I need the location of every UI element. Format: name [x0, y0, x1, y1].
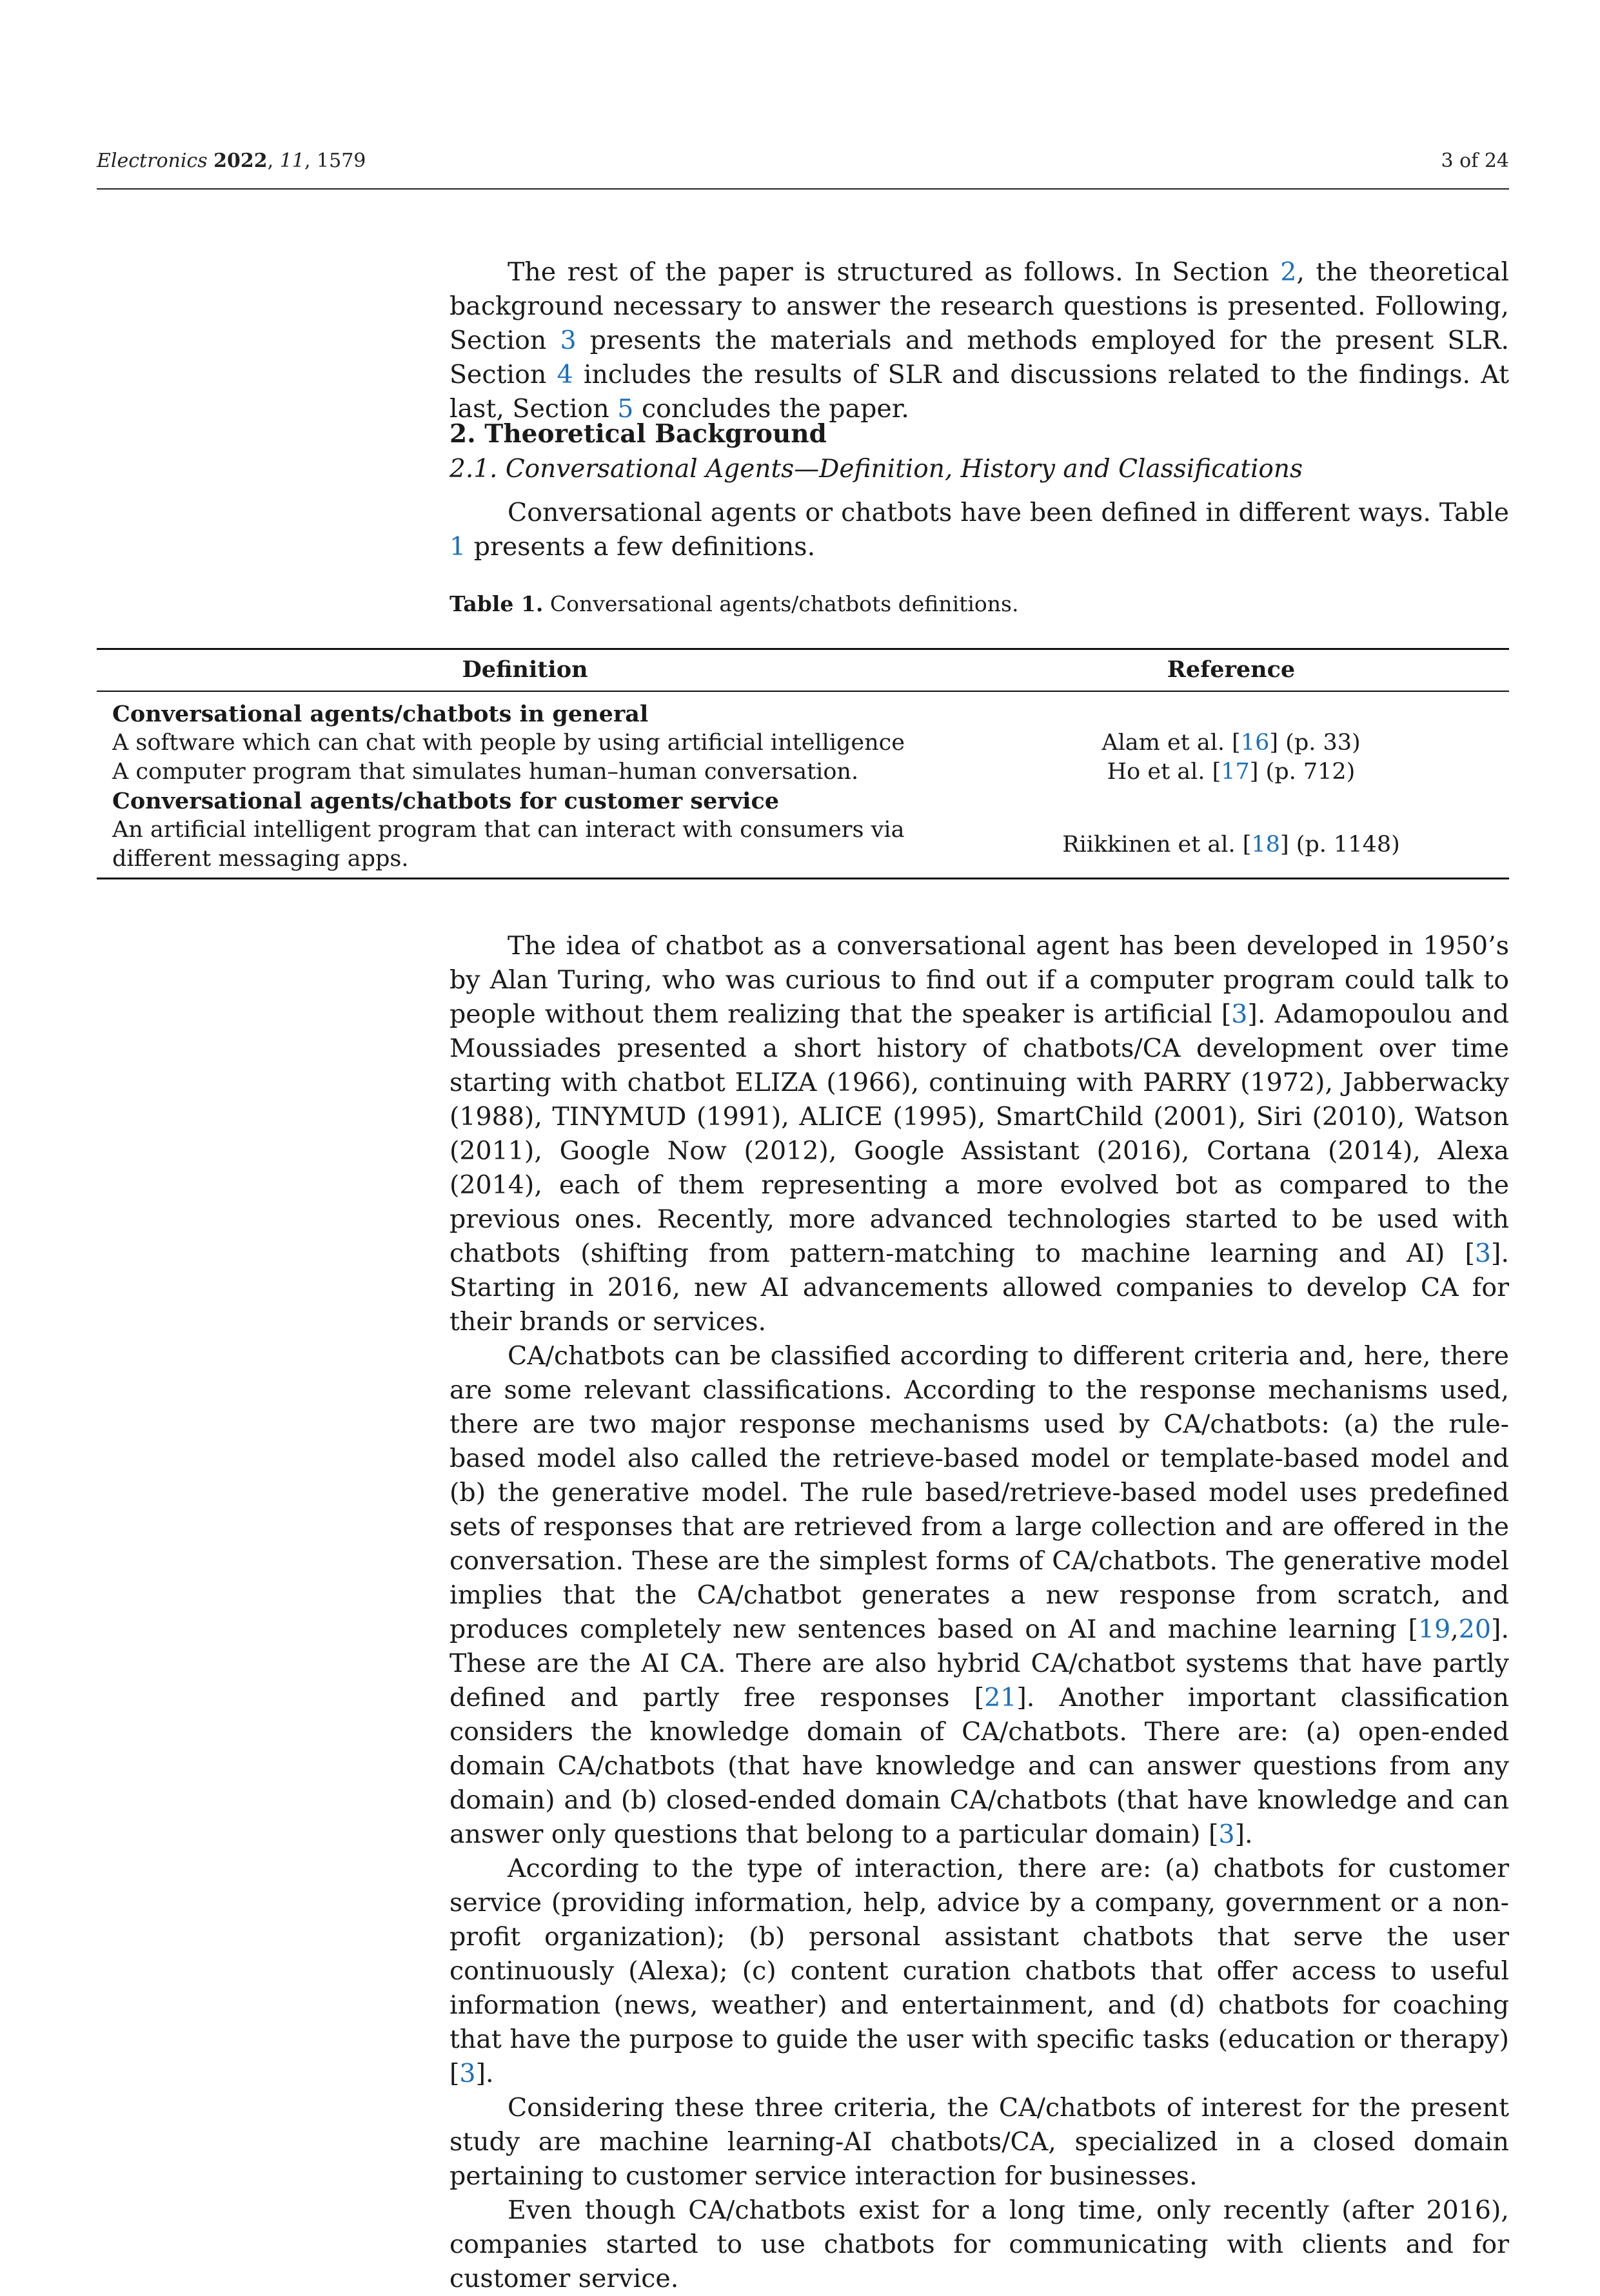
column-header-reference: Reference — [953, 649, 1509, 692]
body-text — [449, 929, 1509, 2296]
table-row — [97, 758, 1509, 787]
table-group-row — [97, 787, 1509, 816]
definitions-block — [449, 496, 1509, 564]
journal-name: Electronics — [97, 150, 208, 172]
definition-cell: A software which can chat with people by using artificial intelligence — [112, 730, 905, 756]
group-label: Conversational agents/chatbots for customer service — [112, 788, 780, 814]
citation-link[interactable]: 16 — [1240, 730, 1270, 756]
running-header — [97, 150, 1509, 172]
history-paragraph: The idea of chatbot as a conversational agent has been developed in 1950’s by Alan Turing, who was curious to find out if a computer program could talk to people without them realizing that the speaker is artificial [3]. Adamopoulou and Moussiades presented a short history of chatbots/CA development over time starting with chatbot ELIZA (1966), continuing with PARRY (1972), Jabberwacky (1988), TINYMUD (1991), ALICE (1995), SmartChild (2001), Siri (2010), Watson (2011), Google Now (2012), Google Assistant (2016), Cortana (2014), Alexa (2014), each of them representing a more evolved bot as compared to the previous ones. Recently, more advanced technologies started to be used with chatbots (shifting from pattern-matching to machine learning and AI) [3]. Starting in 2016, new AI advancements allowed companies to develop CA for their brands or services. — [449, 931, 1509, 1337]
section-3-link[interactable]: 3 — [560, 326, 577, 355]
citation-link[interactable]: 3 — [459, 2059, 476, 2088]
intro-paragraph: The rest of the paper is structured as follows. In Section 2, the theoretical background necessary to answer the research questions is presented. Following, Section 3 presents the materials and methods employed for the present SLR. Section 4 includes the results of SLR and discussions related to the findings. At last, Section 5 concludes the paper. — [449, 257, 1510, 424]
citation-link[interactable]: 3 — [1474, 1239, 1492, 1268]
interaction-paragraph: According to the type of interaction, there are: (a) chatbots for customer service (providing information, help, advice by a company, government or a non-profit organization); (b) personal assistant chatbots that serve the user continuously (Alexa); (c) content curation chatbots that offer access to useful information (news, weather) and entertainment, and (d) chatbots for coaching that have the purpose to guide the user with specific tasks (education or therapy) [3]. — [449, 1854, 1509, 2088]
definition-cell: A computer program that simulates human–human conversation. — [112, 759, 859, 785]
table-group-row — [97, 691, 1509, 729]
journal-year: 2022 — [213, 150, 268, 172]
citation-link[interactable]: 3 — [1231, 999, 1248, 1029]
citation-link[interactable]: 3 — [1218, 1820, 1235, 1849]
citation-link[interactable]: 18 — [1251, 831, 1280, 858]
citation-link[interactable]: 19 — [1417, 1614, 1451, 1644]
page-number: 3 of 24 — [1441, 150, 1509, 172]
subsection-2-1-block — [449, 455, 1509, 484]
reference-cell: Alam et al. [16] (p. 33) — [1101, 730, 1361, 756]
intro-block — [449, 255, 1509, 426]
journal-volume: 11 — [279, 150, 304, 172]
section-2-link[interactable]: 2 — [1280, 257, 1297, 287]
section-4-link[interactable]: 4 — [557, 360, 573, 389]
header-rule — [97, 188, 1509, 190]
citation-link[interactable]: 17 — [1221, 759, 1250, 785]
definition-cell: An artificial intelligent program that can interact with consumers via different messaging apps. — [97, 816, 953, 879]
reference-cell: Riikkinen et al. [18] (p. 1148) — [953, 816, 1509, 879]
table-caption-text: Conversational agents/chatbots definitions. — [543, 591, 1019, 616]
subsection-heading: 2.1. Conversational Agents—Definition, History and Classifications — [449, 455, 1303, 484]
table-1-link[interactable]: 1 — [449, 532, 466, 562]
section-5-link[interactable]: 5 — [617, 394, 634, 424]
section-heading: 2. Theoretical Background — [449, 419, 827, 449]
citation-link[interactable]: 20 — [1458, 1614, 1492, 1644]
classification-paragraph: CA/chatbots can be classified according to different criteria and, here, there are some relevant classifications. According to the response mechanisms used, there are two major response mechanisms used by CA/chatbots: (a) the rule-based model also called the retrieve-based model or template-based model and (b) the generative model. The rule based/retrieve-based model uses predefined sets of responses that are retrieved from a large collection and are offered in the conversation. These are the simplest forms of CA/chatbots. The generative model implies that the CA/chatbot generates a new response from scratch, and produces completely new sentences based on AI and machine learning [19,20]. These are the AI CA. There are also hybrid CA/chatbot systems that have partly defined and partly free responses [21]. Another important classification considers the knowledge domain of CA/chatbots. There are: (a) open-ended domain CA/chatbots (that have knowledge and can answer questions from any domain) and (b) closed-ended domain CA/chatbots (that have knowledge and can answer only questions that belong to a particular domain) [3]. — [449, 1341, 1509, 1849]
section-2-block — [449, 419, 1509, 449]
journal-citation: Electronics 2022, 11, 1579 — [97, 150, 366, 172]
reference-cell: Ho et al. [17] (p. 712) — [1107, 759, 1356, 785]
table-caption — [449, 591, 1509, 616]
column-header-definition: Definition — [97, 649, 953, 692]
article-number: 1579 — [317, 150, 366, 172]
criteria-paragraph: Considering these three criteria, the CA/chatbots of interest for the present study are machine learning-AI chatbots/CA, specialized in a closed domain pertaining to customer service interaction for businesses. — [449, 2093, 1509, 2191]
table-header-row — [97, 649, 1509, 692]
definitions-table — [97, 648, 1509, 879]
group-label: Conversational agents/chatbots in general — [112, 701, 649, 727]
table-row — [97, 816, 1509, 879]
table-caption-label: Table 1. — [449, 591, 544, 616]
definitions-paragraph: Conversational agents or chatbots have been defined in different ways. Table 1 presents a few definitions. — [449, 498, 1509, 562]
citation-link[interactable]: 21 — [984, 1683, 1017, 1712]
recent-paragraph: Even though CA/chatbots exist for a long time, only recently (after 2016), companies started to use chatbots for communicating with clients and for customer service. — [449, 2195, 1509, 2293]
table-row — [97, 729, 1509, 758]
